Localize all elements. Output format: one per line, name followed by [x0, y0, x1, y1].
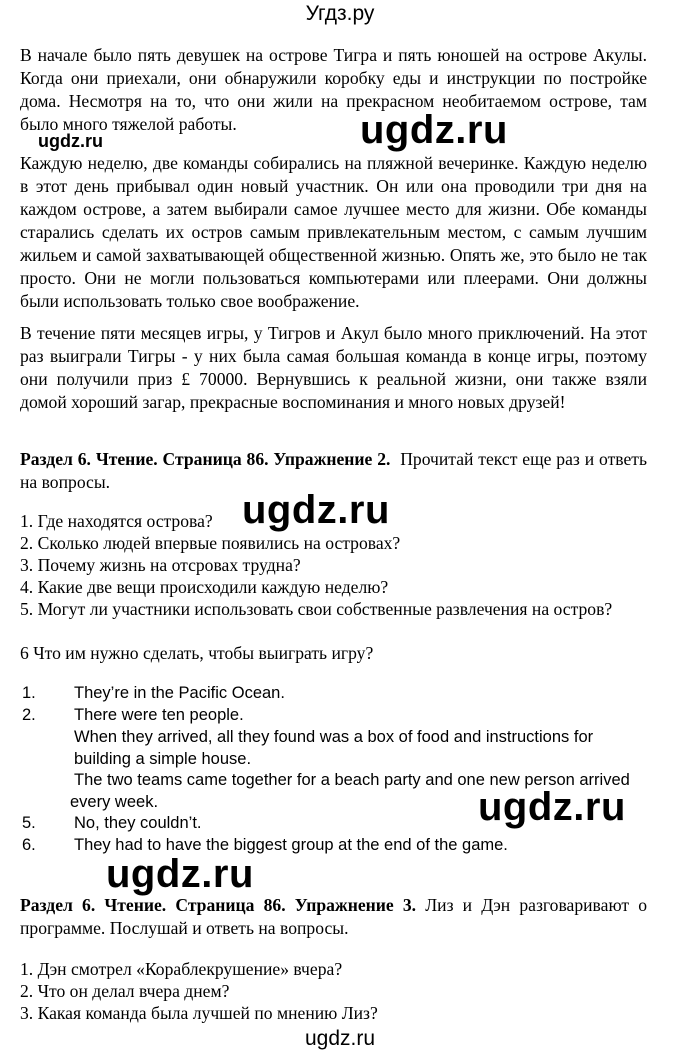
answer-text: When they arrived, all they found was a box of food and instructions for building a simple house. [74, 728, 594, 768]
exercise3-question-3: 3. Какая команда была лучшей по мнению Лиз? [20, 1003, 378, 1023]
answer-number: 2. [22, 706, 36, 724]
exercise2-question-5: 5. Могут ли участники использовать свои собственные развлечения на остров? [20, 599, 613, 619]
answer-number [22, 726, 74, 748]
watermark-big-2: ugdz.ru [242, 488, 390, 532]
paragraph-1: В начале было пять девушек на острове Тигра и пять юношей на острове Акулы. Когда они приехали, они обнаружили коробку еды и инструкции по постройке дома. Несмотря на то, что они жили на прекрасном необитаемом острове, там было много тяжелой работы. [20, 45, 647, 134]
exercise2-question-6: 6 Что им нужно сделать, чтобы выиграть игру? [20, 643, 374, 663]
exercise2-question-1: 1. Где находятся острова? [20, 511, 213, 531]
exercise2-question-4: 4. Какие две вещи происходили каждую неделю? [20, 577, 389, 597]
answer-number: 5. [22, 814, 36, 832]
site-header: Угдз.ру [305, 2, 375, 25]
answer-text: They’re in the Pacific Ocean. [74, 684, 285, 702]
exercise2-question-3: 3. Почему жизнь на отсровах трудна? [20, 555, 301, 575]
answer-1 [22, 682, 662, 704]
answer-number: 1. [22, 684, 36, 702]
answer-3 [22, 726, 652, 770]
paragraph-2: Каждую неделю, две команды собирались на пляжной вечеринке. Каждую неделю в этот день прибывал один новый участник. Он или она проводили три дня на каждом острове, а затем выбирали самое лучшее место для жизни. Обе команды старались сделать их остров самым привлекательным местом, с самым лучшим жильем и самой захватывающей общественной жизнью. Опять же, это было не так просто. Они не могли пользоваться компьютерами или плеерами. Они должны были использовать только свое воображение. [20, 153, 647, 311]
paragraph-3: В течение пяти месяцев игры, у Тигров и Акул было много приключений. На этот раз выиграли Тигры - у них была самая большая команда в конце игры, поэтому они получили приз £ 70000. Вернувшись к реальной жизни, они также взяли домой хороший загар, прекрасные воспоминания и много новых друзей! [20, 323, 647, 412]
exercise3-question-1: 1. Дэн смотрел «Кораблекрушение» вчера? [20, 959, 343, 979]
exercise3-instruction: Лиз и Дэн разговаривают о программе. Послушай и ответь на вопросы. [20, 895, 647, 938]
watermark-big-3: ugdz.ru [478, 785, 626, 829]
exercise2-heading: Раздел 6. Чтение. Страница 86. Упражнение 2. [20, 449, 391, 469]
site-footer: ugdz.ru [304, 1027, 376, 1050]
watermark-big-4: ugdz.ru [106, 852, 254, 896]
answer-text: There were ten people. [74, 706, 244, 724]
exercise3-question-2: 2. Что он делал вчера днем? [20, 981, 230, 1001]
answer-text: They had to have the biggest group at the end of the game. [74, 836, 508, 854]
answer-text: No, they couldn’t. [74, 814, 202, 832]
exercise3-intro [20, 894, 647, 940]
answer-number: 6. [22, 836, 36, 854]
answer-number [22, 769, 74, 791]
watermark-small: ugdz.ru [38, 131, 103, 151]
exercise3-heading: Раздел 6. Чтение. Страница 86. Упражнение 3. [20, 895, 417, 915]
exercise2-instruction: Прочитай текст еще раз и ответь на вопросы. [20, 449, 648, 492]
answer-text: The two teams came together for a beach party and one new person arrived every week. [70, 771, 630, 811]
answer-2 [22, 704, 662, 726]
watermark-big-1: ugdz.ru [360, 108, 508, 152]
exercise2-question-2: 2. Сколько людей впервые появились на островах? [20, 533, 401, 553]
